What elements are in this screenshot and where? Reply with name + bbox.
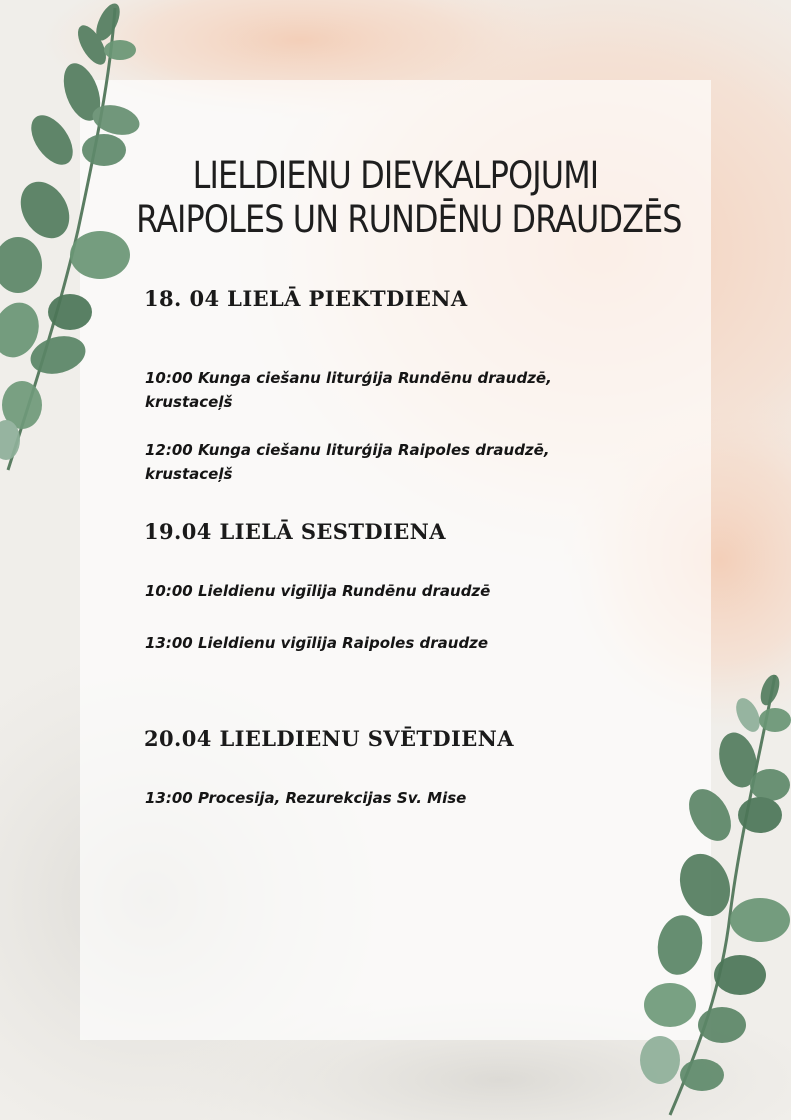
event-item: [145, 579, 605, 603]
event-text-line: krustaceļš: [145, 465, 233, 483]
day-heading-good-friday: 18. 04 LIELĀ PIEKTDIENA: [144, 286, 468, 311]
event-item: [145, 438, 605, 486]
page-title-line-1: LIELDIENU DIEVKALPOJUMI: [192, 154, 599, 197]
page-title-line-2: RAIPOLES UN RUNDĒNU DRAUDZĒS: [136, 198, 682, 241]
event-text-line: 12:00 Kunga ciešanu liturģija Raipoles draudzē,: [145, 441, 550, 459]
event-item: [145, 366, 605, 414]
event-item: [145, 631, 605, 655]
event-text-line: 10:00 Kunga ciešanu liturģija Rundēnu draudzē,: [145, 369, 552, 387]
event-text-line: 13:00 Procesija, Rezurekcijas Sv. Mise: [145, 789, 467, 807]
eucalyptus-branch-bottom-right-icon: [630, 665, 791, 1120]
eucalyptus-branch-top-left-icon: [0, 0, 150, 480]
day-heading-easter-sunday: 20.04 LIELDIENU SVĒTDIENA: [144, 726, 514, 751]
event-item: [145, 786, 605, 810]
event-text-line: krustaceļš: [145, 393, 233, 411]
event-text-line: 13:00 Lieldienu vigīlija Raipoles draudze: [145, 634, 489, 652]
day-heading-holy-saturday: 19.04 LIELĀ SESTDIENA: [144, 519, 446, 544]
event-text-line: 10:00 Lieldienu vigīlija Rundēnu draudzē: [145, 582, 491, 600]
